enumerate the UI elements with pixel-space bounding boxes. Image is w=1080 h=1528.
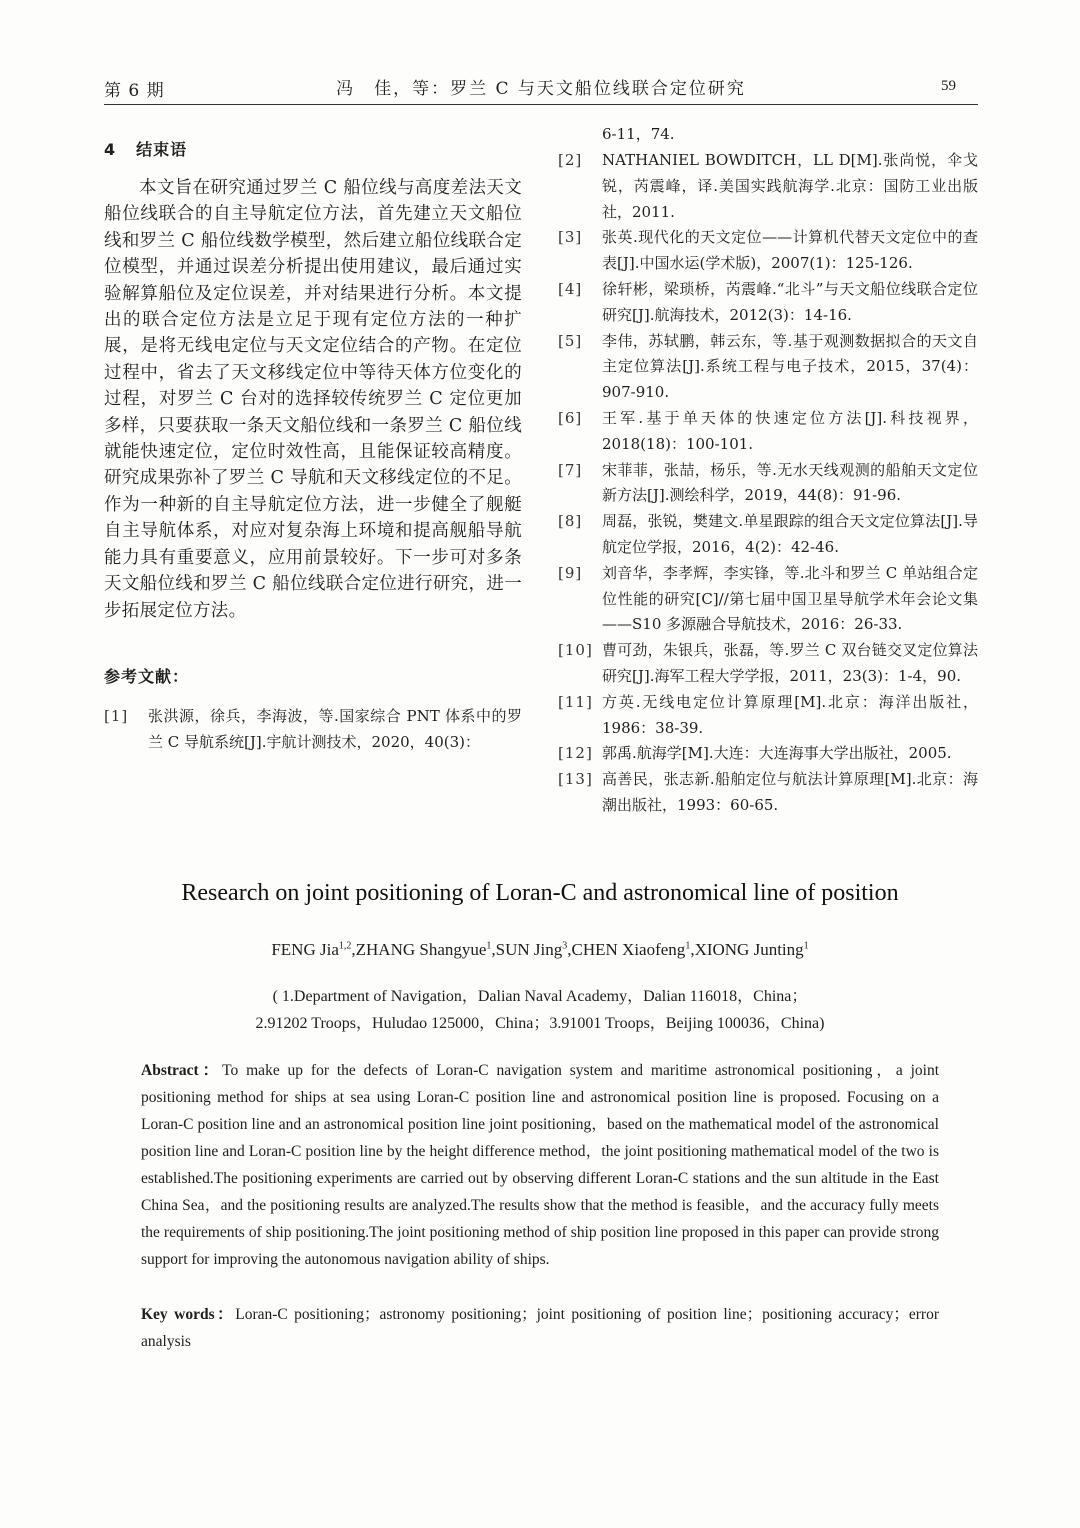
affiliation-line: ( 1.Department of Navigation，Dalian Naval Academy，Dalian 116018，China； bbox=[272, 988, 808, 1005]
reference-item bbox=[558, 225, 978, 277]
running-header bbox=[104, 70, 978, 105]
issue-label: 第 6 期 bbox=[104, 81, 165, 101]
reference-text: 曹可劲，朱银兵，张磊，等.罗兰 C 双台链交叉定位算法研究[J].海军工程大学学报，2011，23(3)：1-4，90. bbox=[602, 641, 978, 685]
author-affiliation-mark: 1 bbox=[803, 940, 809, 952]
reference-item bbox=[558, 148, 978, 225]
author-affiliation-mark: 1 bbox=[486, 940, 492, 952]
reference-text: 周磊，张锐，樊建文.单星跟踪的组合天文定位算法[J].导航定位学报，2016，4(2)：42-46. bbox=[602, 512, 978, 556]
reference-continuation: 6-11，74. bbox=[602, 125, 675, 143]
author-affiliation-mark: 3 bbox=[562, 940, 568, 952]
reference-item bbox=[558, 406, 978, 458]
reference-item bbox=[104, 704, 522, 756]
author-affiliation-mark: 1,2 bbox=[338, 940, 352, 952]
keywords-text: Loran-C positioning；astronomy positioning；joint positioning of position line；positioning accuracy；error analysis bbox=[141, 1306, 939, 1350]
reference-number: [9] bbox=[558, 563, 583, 582]
author-separator: , bbox=[491, 940, 496, 959]
reference-text: 高善民，张志新.船舶定位与航法计算原理[M].北京：海潮出版社，1993：60-65. bbox=[602, 770, 978, 814]
reference-text: 郭禹.航海学[M].大连：大连海事大学出版社，2005. bbox=[602, 744, 952, 763]
reference-number: [2] bbox=[558, 151, 583, 169]
reference-text: 王军.基于单天体的快速定位方法[J].科技视界，2018(18)：100-101. bbox=[602, 408, 978, 453]
author-name: SUN Jing bbox=[495, 940, 563, 959]
reference-list-right bbox=[558, 148, 978, 819]
english-abstract bbox=[141, 1057, 939, 1273]
reference-text: 张洪源，徐兵，李海波，等.国家综合 PNT 体系中的罗兰 C 导航系统[J].宇航计测技术，2020，40(3)： bbox=[148, 706, 522, 751]
reference-number: [3] bbox=[558, 228, 583, 247]
author-name: CHEN Xiaofeng bbox=[571, 940, 686, 959]
reference-item bbox=[558, 638, 978, 690]
reference-number: [1] bbox=[104, 706, 129, 725]
reference-number: [4] bbox=[558, 279, 583, 298]
english-keywords bbox=[141, 1301, 939, 1355]
reference-number: [7] bbox=[558, 460, 583, 479]
section-title: 结束语 bbox=[136, 140, 188, 159]
reference-text: 刘音华，李孝辉，李实锋，等.北斗和罗兰 C 单站组合定位性能的研究[C]//第七届中国卫星导航学术年会论文集——S10 多源融合导航技术，2016：26-33. bbox=[602, 563, 978, 634]
author-separator: , bbox=[351, 940, 356, 959]
reference-number: [11] bbox=[558, 692, 593, 711]
reference-item bbox=[558, 329, 978, 406]
author-name: XIONG Junting bbox=[694, 940, 804, 959]
reference-item bbox=[558, 458, 978, 510]
reference-item bbox=[558, 690, 978, 742]
author-separator: , bbox=[567, 940, 572, 959]
english-title: Research on joint positioning of Loran-C and astronomical line of position bbox=[181, 880, 899, 906]
reference-number: [10] bbox=[558, 641, 593, 660]
page-number: 59 bbox=[941, 78, 956, 94]
section-heading bbox=[104, 135, 522, 165]
reference-text: 方英.无线电定位计算原理[M].北京：海洋出版社，1986：38-39. bbox=[602, 692, 978, 737]
author-name: FENG Jia bbox=[271, 940, 339, 959]
reference-text: 李伟，苏轼鹏，韩云东，等.基于观测数据拟合的天文自主定位算法[J].系统工程与电子技术，2015，37(4)：907-910. bbox=[602, 331, 978, 402]
reference-text: 张英.现代化的天文定位——计算机代替天文定位中的查表[J].中国水运(学术版)，2007(1)：125-126. bbox=[602, 228, 978, 273]
reference-item bbox=[558, 741, 978, 767]
reference-item bbox=[558, 561, 978, 638]
left-column bbox=[104, 135, 522, 756]
keywords-label: Key words： bbox=[141, 1306, 236, 1323]
reference-number: [12] bbox=[558, 744, 593, 763]
author-separator: , bbox=[690, 940, 695, 959]
reference-text: 徐轩彬，梁琐桥，芮震峰.“北斗”与天文船位线联合定位研究[J].航海技术，2012(3)：14-16. bbox=[602, 279, 978, 324]
reference-text: NATHANIEL BOWDITCH，LL D[M].张尚悦，伞戈锐，芮震峰，译.美国实践航海学.北京：国防工业出版社，2011. bbox=[602, 151, 978, 221]
section-number: 4 bbox=[104, 140, 117, 159]
english-authors bbox=[0, 940, 1080, 960]
abstract-label: Abstract： bbox=[141, 1062, 223, 1079]
affiliation-line: 2.91202 Troops，Huludao 125000，China；3.91001 Troops，Beijing 100036，China) bbox=[255, 1015, 825, 1032]
author-name: ZHANG Shangyue bbox=[355, 940, 487, 959]
conclusion-paragraph: 本文旨在研究通过罗兰 C 船位线与高度差法天文船位线联合的自主导航定位方法，首先建立天文船位线和罗兰 C 船位线数学模型，然后建立船位线联合定位模型，并通过误差分析提出使用建议，最后通过实验解算船位及定位误差，并对结果进行分析。本文提出的联合定位方法是立足于现有定位方法的一种扩展，是将无线电定位与天文定位结合的产物。在定位过程中，省去了天文移线定位中等待天体方位变化的过程，对罗兰 C 台对的选择较传统罗兰 C 定位更加多样，只要获取一条天文船位线和一条罗兰 C 船位线就能快速定位，定位时效性高，且能保证较高精度。研究成果弥补了罗兰 C 导航和天文移线定位的不足。作为一种新的自主导航定位方法，进一步健全了舰艇自主导航体系，对应对复杂海上环境和提高舰船导航能力具有重要意义，应用前景较好。下一步可对多条天文船位线和罗兰 C 船位线联合定位进行研究，进一步拓展定位方法。 bbox=[104, 178, 522, 621]
references-heading: 参考文献： bbox=[104, 666, 190, 686]
reference-item bbox=[558, 277, 978, 329]
right-column bbox=[558, 122, 978, 819]
reference-list-left bbox=[104, 704, 522, 756]
running-title: 冯 佳，等：罗兰 C 与天文船位线联合定位研究 bbox=[336, 79, 746, 99]
reference-number: [13] bbox=[558, 770, 593, 789]
reference-number: [6] bbox=[558, 408, 583, 427]
reference-number: [5] bbox=[558, 331, 583, 350]
reference-text: 宋菲菲，张喆，杨乐，等.无水天线观测的船舶天文定位新方法[J].测绘科学，2019，44(8)：91-96. bbox=[602, 460, 978, 505]
reference-item bbox=[558, 509, 978, 561]
abstract-text: To make up for the defects of Loran-C navigation system and maritime astronomical positioning，a joint positioning method for ships at sea using Loran-C position line and astronomical position line is proposed. Focusing on a Loran-C position line and an astronomical position line joint positioning，based on the mathematical model of the astronomical position line and Loran-C position line by the height difference method，the joint positioning mathematical model of the two is established.The positioning experiments are carried out by observing different Loran-C stations and the sun altitude in the East China Sea，and the positioning results are analyzed.The results show that the method is feasible，and the accuracy fully meets the requirements of ship positioning.The joint positioning method of ship position line proposed in this paper can provide strong support for improving the autonomous navigation ability of ships. bbox=[141, 1062, 939, 1268]
english-affiliations bbox=[0, 983, 1080, 1037]
author-affiliation-mark: 1 bbox=[685, 940, 691, 952]
reference-item bbox=[558, 767, 978, 819]
reference-number: [8] bbox=[558, 512, 583, 531]
